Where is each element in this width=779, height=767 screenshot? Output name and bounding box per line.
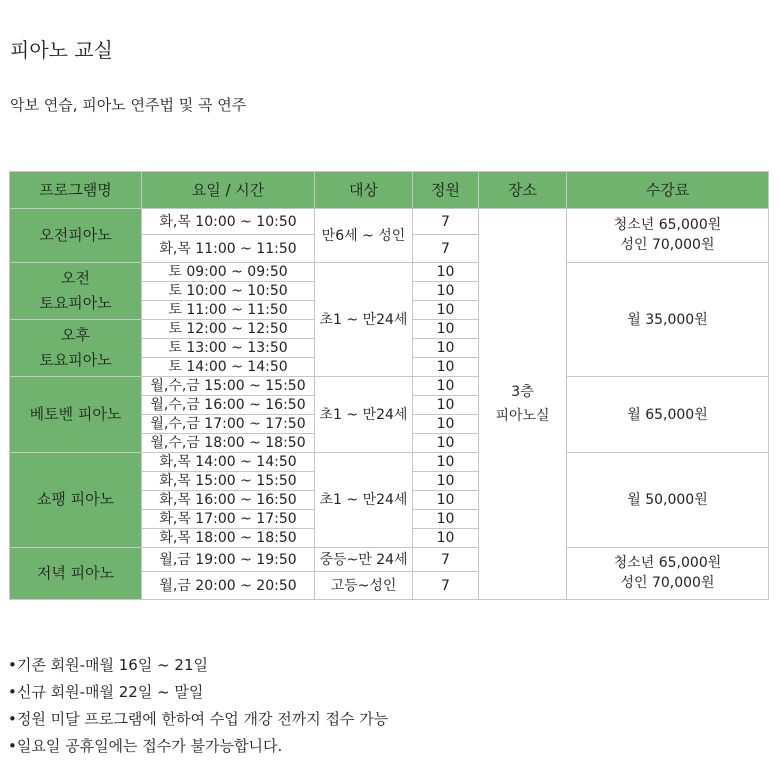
fee-cell: 월 50,000원 [567, 453, 769, 548]
capacity-cell: 7 [413, 235, 479, 263]
fee-cell [567, 209, 769, 263]
capacity-cell: 10 [413, 434, 479, 453]
capacity-cell: 10 [413, 453, 479, 472]
header-capacity: 정원 [413, 172, 479, 209]
page-title: 피아노 교실 [10, 38, 113, 62]
capacity-cell: 7 [413, 209, 479, 235]
program-name: 오전 토요피아노 [10, 263, 142, 320]
fee-cell [567, 548, 769, 600]
time-cell: 월,수,금 17:00 ~ 17:50 [142, 415, 315, 434]
time-cell: 토 14:00 ~ 14:50 [142, 358, 315, 377]
header-program: 프로그램명 [10, 172, 142, 209]
time-cell: 화,목 15:00 ~ 15:50 [142, 472, 315, 491]
note-item: •기존 회원-매월 16일 ~ 21일 [8, 656, 208, 674]
time-cell: 월,수,금 18:00 ~ 18:50 [142, 434, 315, 453]
time-cell: 토 12:00 ~ 12:50 [142, 320, 315, 339]
table-header-row [10, 172, 769, 209]
time-cell: 토 10:00 ~ 10:50 [142, 282, 315, 301]
target-cell: 중등~만 24세 [315, 548, 413, 572]
capacity-cell: 10 [413, 320, 479, 339]
fee-text: 청소년 65,000원 성인 70,000원 [613, 216, 722, 253]
schedule-table [9, 171, 769, 600]
program-name: 베토벤 피아노 [10, 377, 142, 453]
note-item: •일요일 공휴일에는 접수가 불가능합니다. [8, 737, 283, 755]
time-cell: 화,목 10:00 ~ 10:50 [142, 209, 315, 235]
capacity-cell: 10 [413, 415, 479, 434]
capacity-cell: 10 [413, 358, 479, 377]
capacity-cell: 10 [413, 510, 479, 529]
program-name: 오후 토요피아노 [10, 320, 142, 377]
time-cell: 월,금 20:00 ~ 20:50 [142, 572, 315, 600]
capacity-cell: 7 [413, 572, 479, 600]
time-cell: 화,목 18:00 ~ 18:50 [142, 529, 315, 548]
time-cell: 토 13:00 ~ 13:50 [142, 339, 315, 358]
program-name: 저녁 피아노 [10, 548, 142, 600]
capacity-cell: 10 [413, 396, 479, 415]
target-cell: 초1 ~ 만24세 [315, 263, 413, 377]
header-fee: 수강료 [567, 172, 769, 209]
time-cell: 화,목 11:00 ~ 11:50 [142, 235, 315, 263]
note-item: •신규 회원-매월 22일 ~ 말일 [8, 683, 204, 701]
time-cell: 화,목 17:00 ~ 17:50 [142, 510, 315, 529]
program-name: 오전피아노 [10, 209, 142, 263]
location-text: 3층 피아노실 [495, 383, 550, 424]
capacity-cell: 10 [413, 339, 479, 358]
note-item: •정원 미달 프로그램에 한하여 수업 개강 전까지 접수 가능 [8, 710, 389, 728]
time-cell: 월,금 19:00 ~ 19:50 [142, 548, 315, 572]
fee-text: 청소년 65,000원 성인 70,000원 [613, 554, 722, 591]
table-row [10, 263, 769, 282]
notes-list [8, 652, 388, 760]
table-row [10, 453, 769, 472]
program-name: 쇼팽 피아노 [10, 453, 142, 548]
target-cell: 초1 ~ 만24세 [315, 377, 413, 453]
capacity-cell: 10 [413, 301, 479, 320]
time-cell: 토 09:00 ~ 09:50 [142, 263, 315, 282]
time-cell: 화,목 16:00 ~ 16:50 [142, 491, 315, 510]
header-day-time: 요일 / 시간 [142, 172, 315, 209]
target-cell: 만6세 ~ 성인 [315, 209, 413, 263]
capacity-cell: 10 [413, 529, 479, 548]
capacity-cell: 10 [413, 282, 479, 301]
time-cell: 월,수,금 16:00 ~ 16:50 [142, 396, 315, 415]
header-location: 장소 [479, 172, 567, 209]
fee-cell: 월 65,000원 [567, 377, 769, 453]
time-cell: 월,수,금 15:00 ~ 15:50 [142, 377, 315, 396]
fee-cell: 월 35,000원 [567, 263, 769, 377]
location-cell [479, 209, 567, 600]
capacity-cell: 10 [413, 263, 479, 282]
capacity-cell: 10 [413, 377, 479, 396]
time-cell: 토 11:00 ~ 11:50 [142, 301, 315, 320]
page-subtitle: 악보 연습, 피아노 연주법 및 곡 연주 [10, 96, 247, 114]
capacity-cell: 10 [413, 491, 479, 510]
table-row [10, 209, 769, 235]
table-row [10, 548, 769, 572]
header-target: 대상 [315, 172, 413, 209]
target-cell: 고등~성인 [315, 572, 413, 600]
time-cell: 화,목 14:00 ~ 14:50 [142, 453, 315, 472]
capacity-cell: 7 [413, 548, 479, 572]
table-row [10, 377, 769, 396]
capacity-cell: 10 [413, 472, 479, 491]
target-cell: 초1 ~ 만24세 [315, 453, 413, 548]
